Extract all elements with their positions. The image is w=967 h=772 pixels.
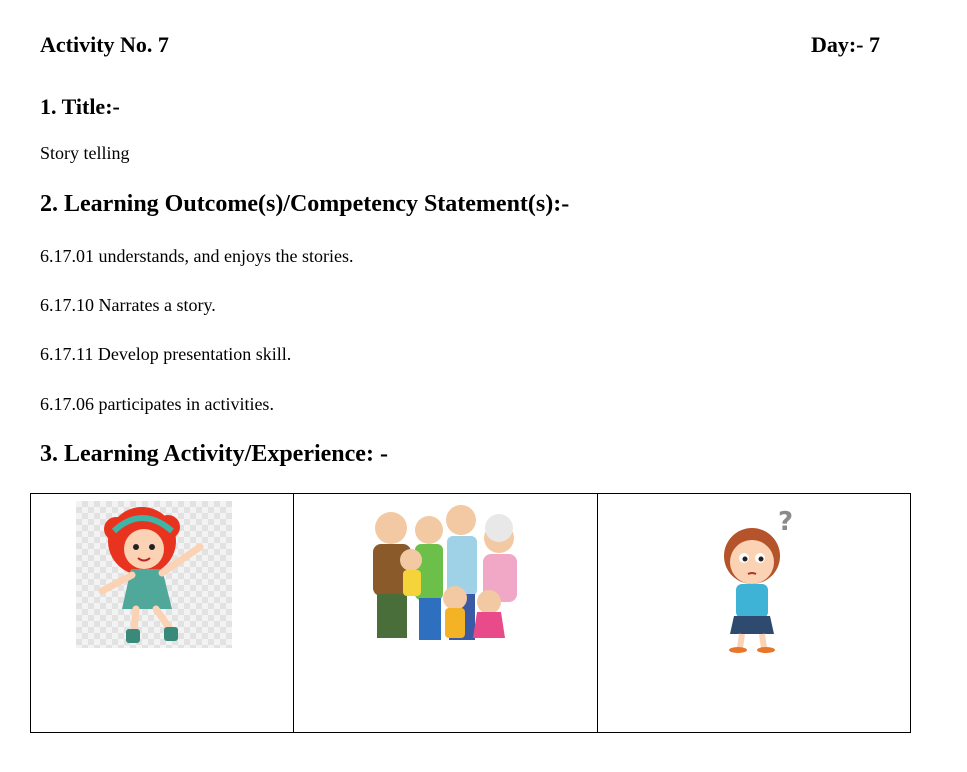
activity-image-table [30, 493, 911, 733]
section-activity-heading: 3. Learning Activity/Experience: - [40, 441, 388, 467]
section-outcomes-heading: 2. Learning Outcome(s)/Competency Statement(s):- [40, 191, 570, 217]
activity-number: Activity No. 7 [40, 32, 169, 57]
table-cell [294, 494, 598, 732]
outcome-line: 6.17.11 Develop presentation skill. [40, 344, 292, 364]
header-row [40, 32, 880, 58]
title-text: Story telling [40, 143, 130, 163]
table-cell [598, 494, 910, 732]
day-label: Day:- 7 [810, 32, 880, 57]
table-cell [31, 494, 294, 732]
section-title-heading: 1. Title:- [40, 94, 120, 119]
outcome-line: 6.17.06 participates in activities. [40, 394, 274, 414]
family-group-illustration-icon [349, 498, 529, 650]
thinking-girl-illustration-icon [678, 502, 834, 654]
outcome-line: 6.17.10 Narrates a story. [40, 295, 216, 315]
girl-jumping-illustration-icon [76, 501, 232, 648]
svg-text:?: ? [778, 507, 794, 537]
outcome-line: 6.17.01 understands, and enjoys the stories. [40, 246, 354, 266]
